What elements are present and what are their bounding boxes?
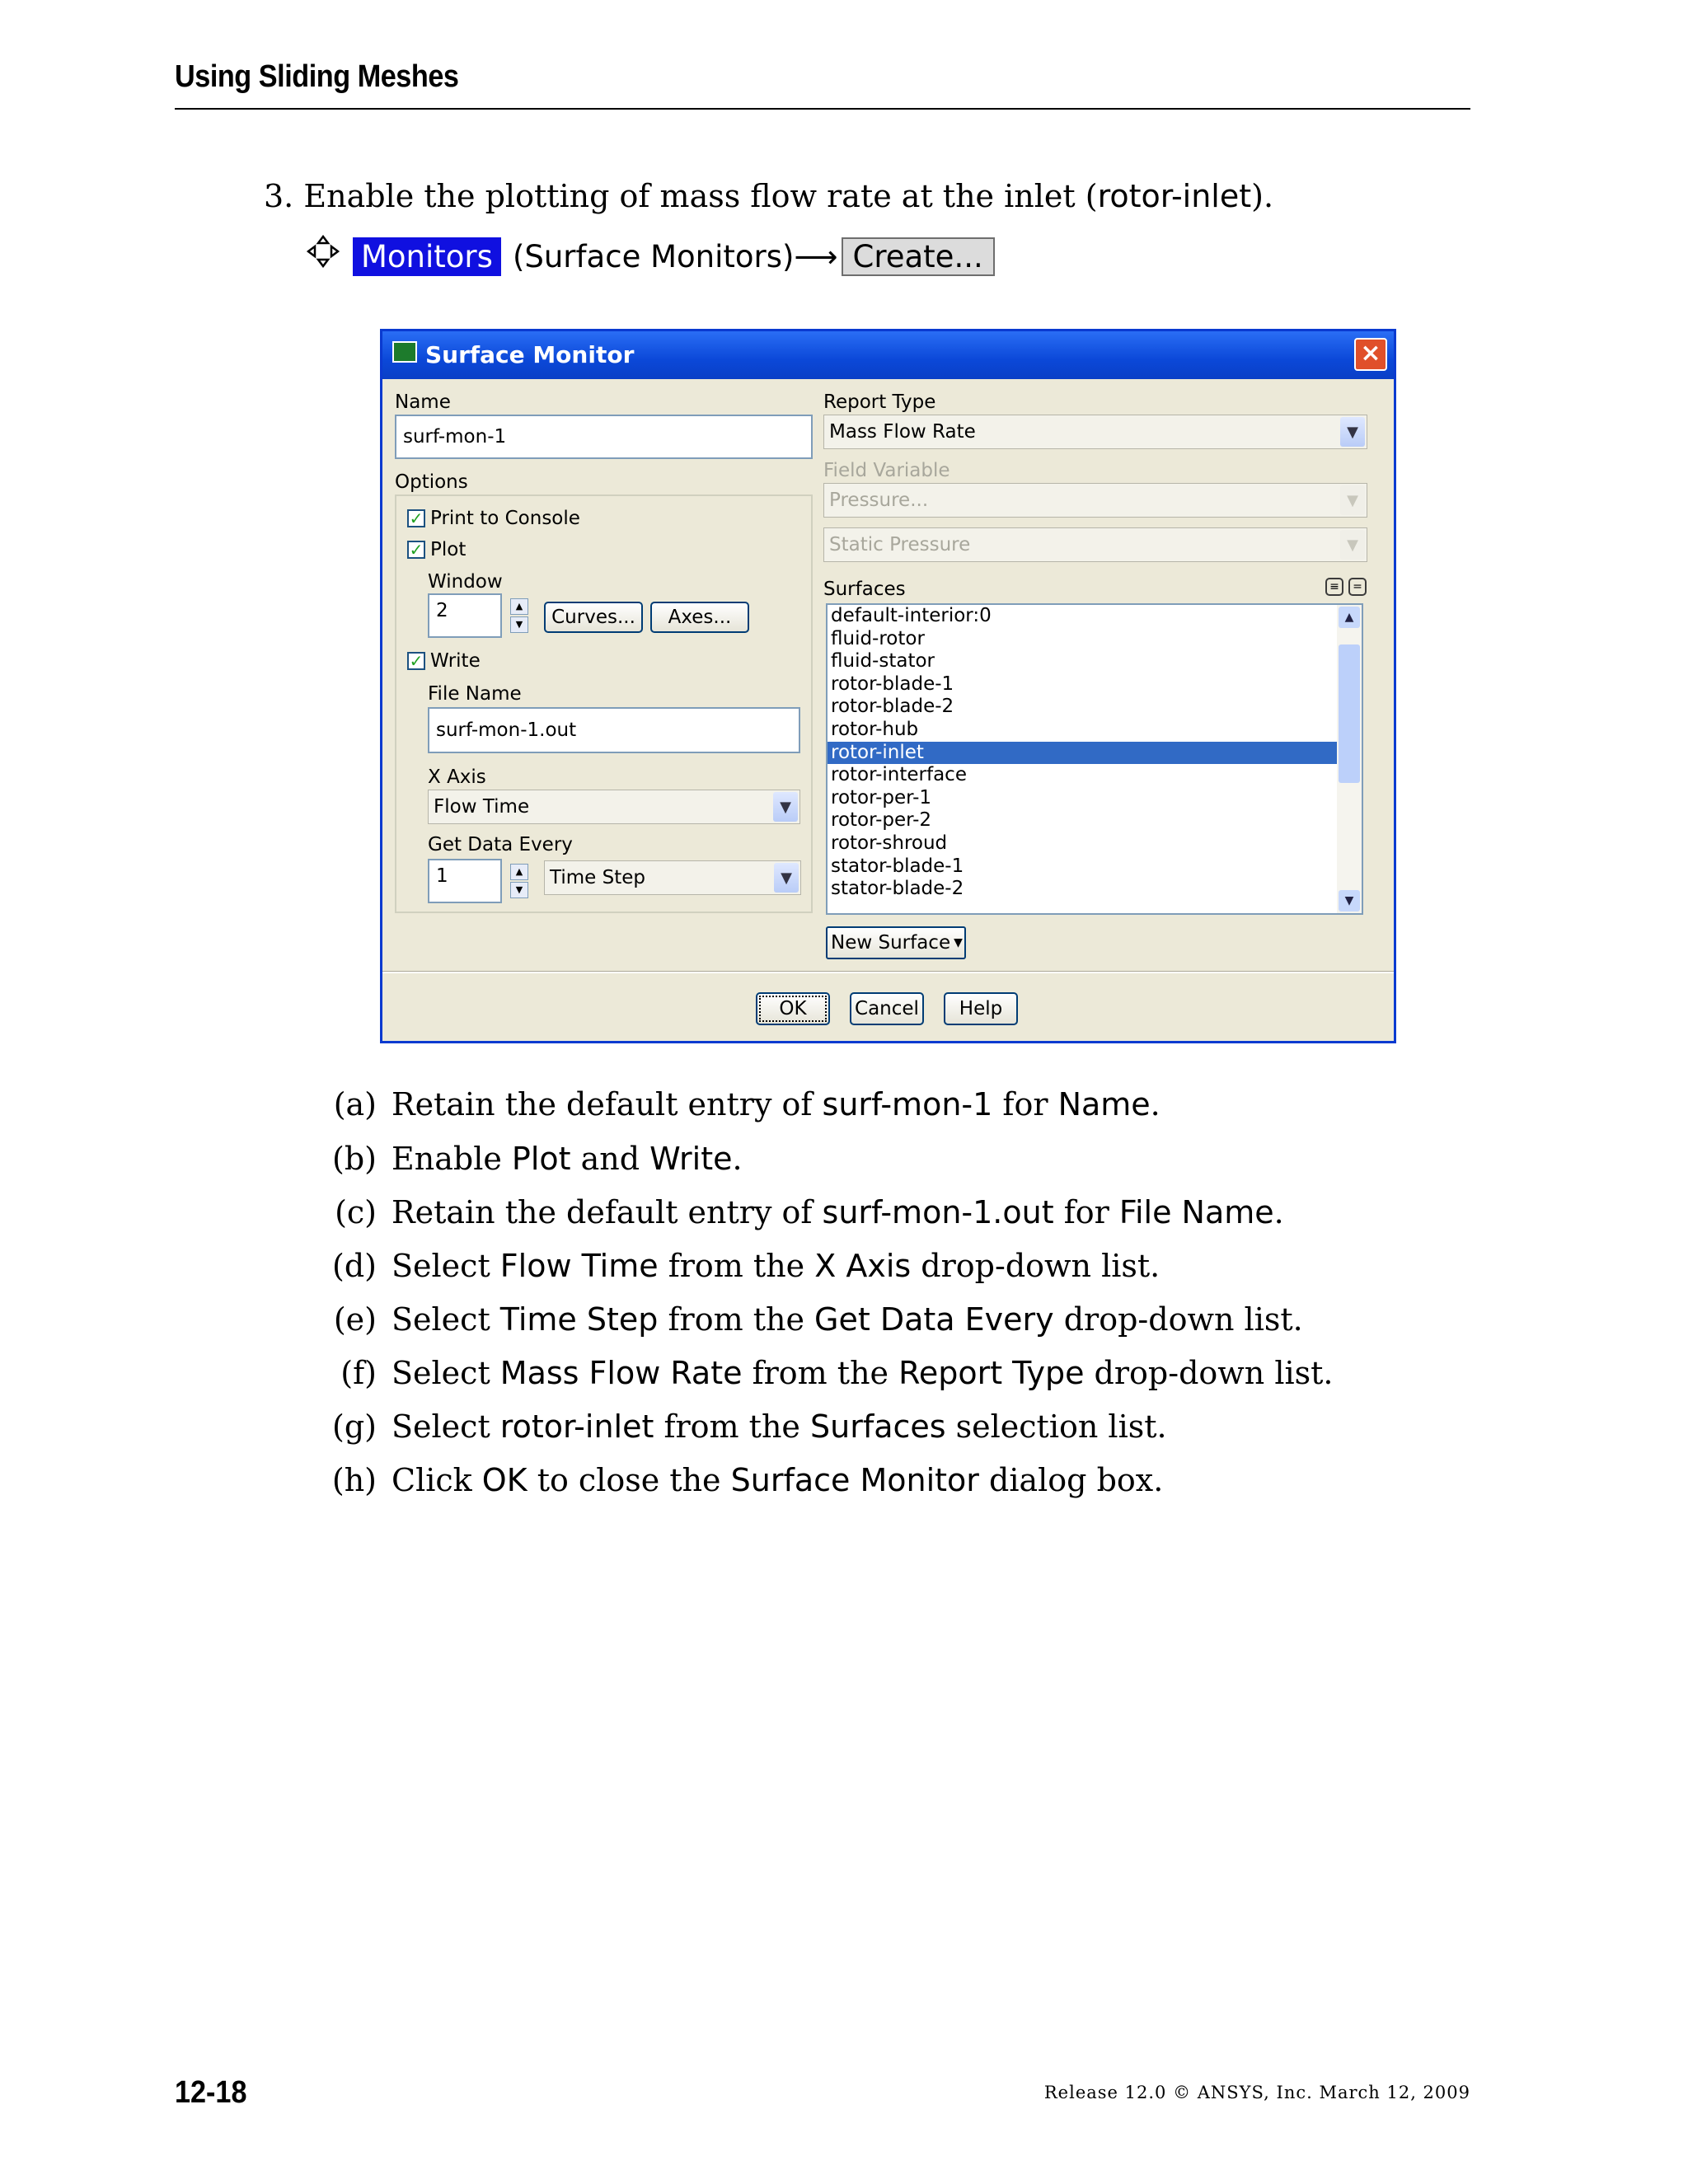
surfaces-list-item[interactable]: stator-blade-1 (831, 855, 964, 877)
ui-term: Time Step (499, 1301, 659, 1338)
instruction-text (392, 1408, 1167, 1445)
instruction-fragment: . (1150, 1086, 1160, 1122)
instruction-tag: (h) (331, 1462, 377, 1498)
name-label: Name (395, 391, 451, 413)
get-data-every-unit: Time Step (550, 867, 645, 888)
new-surface-button[interactable] (826, 926, 966, 959)
instruction-text (392, 1355, 1334, 1391)
field-variable-sub-value: Static Pressure (829, 534, 971, 555)
surfaces-list-items (828, 605, 1362, 901)
app-icon (392, 341, 417, 363)
surfaces-label: Surfaces (823, 579, 906, 600)
spin-down-icon[interactable]: ▼ (510, 616, 528, 633)
instruction-fragment: . (1273, 1194, 1284, 1230)
options-label: Options (395, 471, 468, 493)
surfaces-list[interactable] (826, 603, 1363, 915)
dialog-footer-separator (382, 971, 1394, 973)
instruction-text (392, 1248, 1160, 1284)
checkbox-check-icon: ✓ (407, 652, 425, 670)
ui-term: File Name (1118, 1194, 1274, 1230)
instruction-tag: (g) (332, 1408, 377, 1445)
surfaces-list-item[interactable]: rotor-per-2 (831, 809, 932, 832)
ui-term: Report Type (898, 1355, 1085, 1391)
ok-button[interactable]: OK (756, 992, 830, 1025)
instruction-fragment: Retain the default entry of (392, 1086, 823, 1122)
instruction-fragment: selection list. (945, 1408, 1167, 1445)
ui-term: surf-mon-1.out (822, 1194, 1054, 1230)
report-type-label: Report Type (823, 391, 936, 413)
instruction-text (392, 1141, 743, 1177)
instruction-fragment: drop-down list. (911, 1248, 1160, 1284)
window-input[interactable]: 2 (428, 593, 502, 638)
instruction-item (317, 1301, 1303, 1338)
instruction-fragment: dialog box. (978, 1462, 1164, 1498)
instruction-fragment: from the (658, 1301, 815, 1338)
surfaces-list-item[interactable]: rotor-interface (831, 764, 967, 786)
instruction-fragment: Retain the default entry of (392, 1194, 823, 1230)
surfaces-select-buttons (1325, 578, 1367, 596)
surfaces-list-item[interactable]: rotor-shroud (831, 832, 948, 854)
instruction-fragment: from the (658, 1248, 815, 1284)
chevron-down-icon[interactable]: ▼ (1340, 530, 1365, 560)
axes-button[interactable]: Axes... (650, 602, 749, 633)
chevron-down-icon[interactable]: ▼ (1340, 417, 1365, 447)
x-axis-label: X Axis (428, 766, 486, 788)
name-input[interactable]: surf-mon-1 (395, 415, 813, 459)
menu-path-text: (Surface Monitors) (512, 238, 795, 274)
menu-path (307, 233, 995, 279)
surface-monitor-dialog (380, 329, 1396, 1043)
surfaces-list-item[interactable]: rotor-blade-1 (831, 673, 954, 695)
dialog-title: Surface Monitor (425, 341, 635, 368)
print-to-console-label: Print to Console (430, 508, 580, 529)
step-text-end: ). (1251, 178, 1274, 214)
step-number: 3. (264, 178, 294, 214)
plot-checkbox[interactable] (407, 539, 466, 560)
instruction-fragment: to close the (527, 1462, 731, 1498)
instruction-fragment: . (732, 1141, 743, 1177)
instruction-text (392, 1086, 1160, 1122)
instruction-text (392, 1194, 1284, 1230)
ui-term: Surfaces (810, 1408, 946, 1445)
step-3 (264, 178, 1273, 214)
create-button[interactable]: Create... (842, 237, 995, 276)
ui-term: Surface Monitor (730, 1462, 979, 1498)
close-icon[interactable]: × (1354, 338, 1387, 371)
instruction-item (317, 1408, 1167, 1445)
move-arrows-icon (307, 235, 340, 268)
instruction-item (317, 1248, 1160, 1284)
write-label: Write (430, 650, 481, 672)
report-type-value: Mass Flow Rate (829, 421, 976, 443)
get-data-every-dropdown[interactable] (544, 860, 801, 895)
help-button[interactable]: Help (944, 992, 1018, 1025)
chevron-down-icon[interactable]: ▼ (773, 792, 798, 822)
x-axis-dropdown[interactable] (428, 790, 800, 824)
surfaces-list-item[interactable]: stator-blade-2 (831, 878, 964, 900)
checkbox-check-icon: ✓ (407, 541, 425, 559)
instruction-item (317, 1141, 743, 1177)
instruction-fragment: Enable (392, 1141, 512, 1177)
instruction-fragment: for (1053, 1194, 1119, 1230)
scroll-down-icon[interactable]: ▼ (1339, 890, 1360, 912)
instruction-fragment: from the (654, 1408, 810, 1445)
spin-down-icon[interactable]: ▼ (510, 882, 528, 898)
instruction-fragment: Select (392, 1355, 500, 1391)
header-rule (175, 108, 1470, 110)
vertical-scrollbar[interactable] (1337, 605, 1362, 913)
field-variable-dropdown[interactable] (823, 483, 1367, 518)
x-axis-value: Flow Time (434, 796, 530, 818)
surfaces-list-item[interactable]: fluid-rotor (831, 627, 925, 649)
surfaces-list-item[interactable]: rotor-inlet (828, 742, 1362, 765)
checkbox-check-icon: ✓ (407, 509, 425, 527)
instruction-item (317, 1086, 1160, 1122)
ui-term: Get Data Every (814, 1301, 1054, 1338)
surfaces-list-item[interactable]: rotor-hub (831, 718, 919, 740)
chevron-down-icon[interactable]: ▼ (1340, 485, 1365, 515)
ui-term: surf-mon-1 (822, 1086, 993, 1122)
get-data-every-input[interactable]: 1 (428, 859, 502, 903)
instruction-fragment: drop-down list. (1053, 1301, 1303, 1338)
get-data-every-spinner[interactable] (510, 864, 528, 900)
instruction-tag: (b) (332, 1141, 377, 1177)
surfaces-list-item[interactable]: default-interior:0 (831, 605, 992, 626)
surfaces-list-item[interactable]: rotor-per-1 (831, 786, 932, 808)
instruction-item (317, 1462, 1163, 1498)
ui-term: Name (1057, 1086, 1151, 1122)
release-note: Release 12.0 © ANSYS, Inc. March 12, 2009 (1043, 2083, 1470, 2102)
instruction-tag: (a) (333, 1086, 377, 1122)
field-variable-label: Field Variable (823, 460, 950, 481)
instruction-tag: (d) (332, 1248, 377, 1284)
curves-button[interactable]: Curves... (544, 602, 643, 633)
step-text: Enable the plotting of mass flow rate at the inlet ( (303, 178, 1098, 214)
select-all-icon[interactable]: ≡ (1325, 578, 1343, 596)
ui-term: X Axis (814, 1248, 912, 1284)
get-data-every-label: Get Data Every (428, 834, 573, 855)
instruction-fragment: Click (392, 1462, 482, 1498)
ui-term: Write (649, 1141, 733, 1177)
print-to-console-checkbox[interactable] (407, 508, 580, 529)
field-variable-value: Pressure... (829, 490, 929, 511)
spin-up-icon[interactable]: ▲ (510, 598, 528, 615)
menu-arrow: ⟶ (794, 238, 838, 274)
dialog-titlebar (382, 331, 1394, 379)
instruction-fragment: for (992, 1086, 1058, 1122)
instruction-tag: (f) (340, 1355, 377, 1391)
instruction-fragment: Select (392, 1301, 500, 1338)
window-spinner[interactable] (510, 598, 528, 635)
cancel-button[interactable]: Cancel (850, 992, 924, 1025)
monitors-button[interactable]: Monitors (353, 237, 501, 276)
new-surface-label: New Surface (831, 932, 951, 954)
instruction-tag: (e) (333, 1301, 377, 1338)
ui-term: rotor-inlet (499, 1408, 654, 1445)
caret-down-icon: ▼ (954, 936, 963, 949)
file-name-input[interactable]: surf-mon-1.out (428, 707, 800, 753)
instruction-fragment: from the (742, 1355, 899, 1391)
instruction-fragment: drop-down list. (1084, 1355, 1334, 1391)
surfaces-list-item[interactable]: fluid-stator (831, 650, 935, 673)
plot-label: Plot (430, 539, 467, 560)
instruction-tag: (c) (335, 1194, 377, 1230)
instruction-text (392, 1301, 1303, 1338)
field-variable-sub-dropdown[interactable] (823, 527, 1367, 562)
instruction-fragment: Select (392, 1248, 500, 1284)
ui-term: OK (481, 1462, 528, 1498)
chevron-down-icon[interactable]: ▼ (774, 863, 799, 893)
instruction-text (392, 1462, 1163, 1498)
scroll-up-icon[interactable]: ▲ (1339, 607, 1360, 628)
ui-term: Flow Time (499, 1248, 659, 1284)
window-label: Window (428, 571, 503, 593)
page-number: 12-18 (175, 2075, 247, 2110)
surfaces-list-item[interactable]: rotor-blade-2 (831, 696, 954, 718)
scroll-thumb[interactable] (1339, 644, 1360, 783)
instruction-fragment: and (570, 1141, 650, 1177)
running-header: Using Sliding Meshes (175, 59, 459, 94)
instruction-item (317, 1355, 1334, 1391)
instruction-fragment: Select (392, 1408, 500, 1445)
deselect-all-icon[interactable]: = (1348, 578, 1367, 596)
report-type-dropdown[interactable] (823, 415, 1367, 449)
ui-term: Mass Flow Rate (499, 1355, 743, 1391)
step-code: rotor-inlet (1097, 178, 1252, 214)
file-name-label: File Name (428, 683, 522, 705)
ui-term: Plot (511, 1141, 571, 1177)
instruction-item (317, 1194, 1284, 1230)
spin-up-icon[interactable]: ▲ (510, 864, 528, 880)
write-checkbox[interactable] (407, 650, 481, 672)
